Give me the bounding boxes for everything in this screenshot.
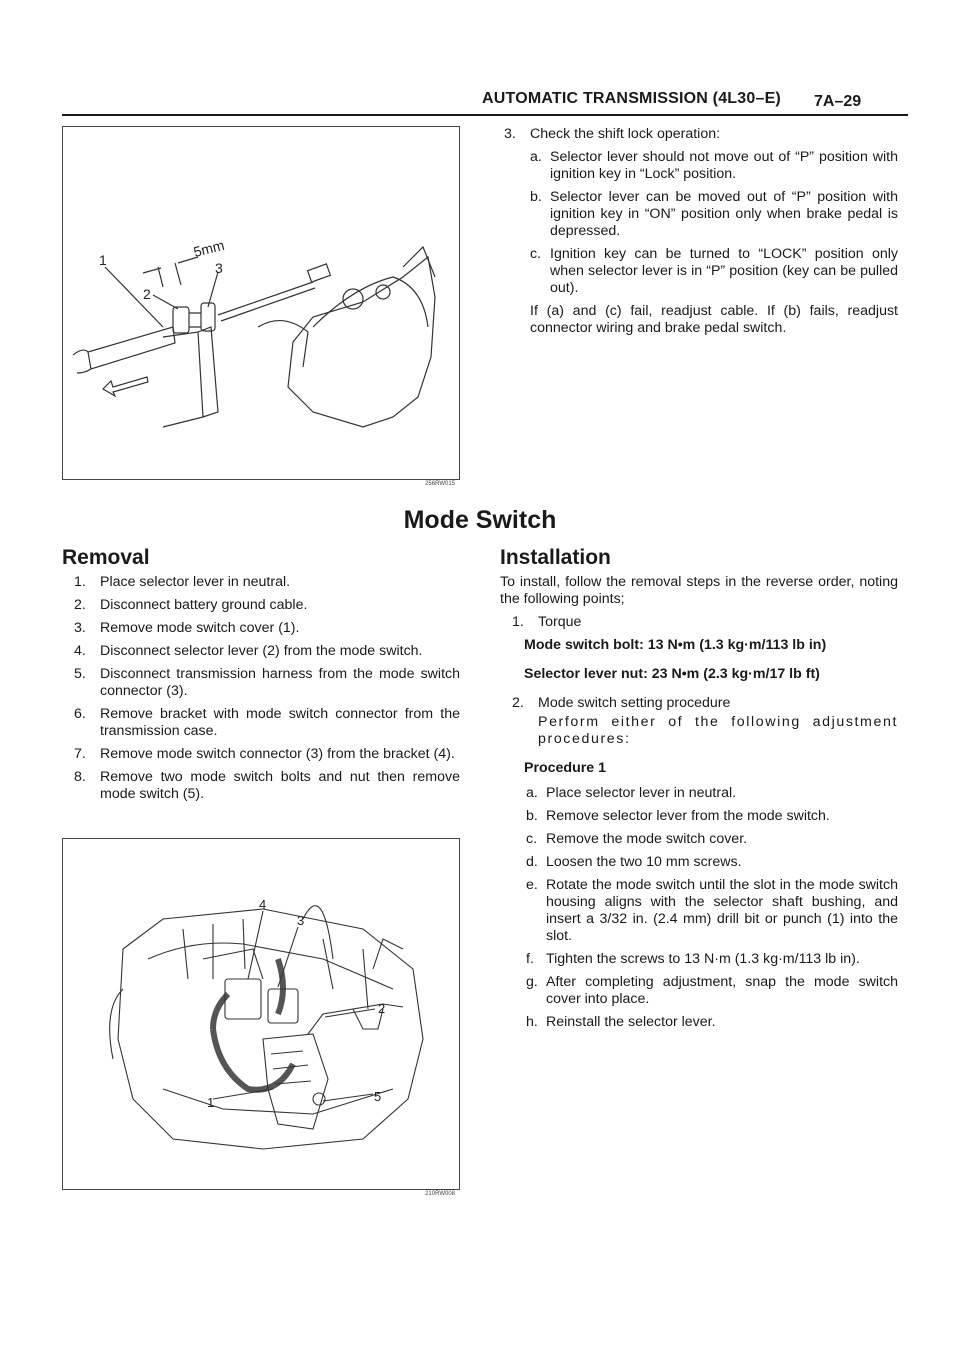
procedure-item: a. Place selector lever in neutral. [526, 785, 737, 801]
page-header [0, 88, 960, 118]
torque-spec-selector-lever-nut: Selector lever nut: 23 N•m (2.3 kg·m/17 lb ft) [524, 666, 820, 682]
figure-mode-switch [62, 838, 460, 1197]
removal-step: 7. Remove mode switch connector (3) from the bracket (4). [74, 746, 455, 762]
removal-step: 1. Place selector lever in neutral. [74, 574, 291, 590]
step-number: 3. [504, 126, 516, 142]
figure-code: 210RW008 [425, 1191, 455, 1197]
callout-3: 3 [297, 913, 305, 928]
installation-heading: Installation [500, 546, 611, 569]
installation-intro: To install, follow the removal steps in the reverse order, noting the following points; [500, 574, 898, 607]
procedure-item: d. Loosen the two 10 mm screws. [526, 854, 742, 870]
callout-1: 1 [99, 252, 107, 268]
callout-2: 2 [378, 1001, 386, 1016]
procedure-item: g. After completing adjustment, snap the mode switch cover into place. [526, 974, 898, 1007]
shift-lock-item-a: a. Selector lever should not move out of “P” position with ignition key in “Lock” position. [530, 149, 898, 182]
header-title: AUTOMATIC TRANSMISSION (4L30–E) [482, 90, 781, 107]
removal-section [62, 546, 460, 809]
section-title: Mode Switch [403, 506, 557, 534]
shift-lock-note: If (a) and (c) fail, readjust cable. If (b) fails, readjust connector wiring and brake pedal switch. [530, 303, 898, 336]
callout-4: 4 [259, 897, 267, 912]
callout-3: 3 [215, 260, 223, 276]
step-text: Check the shift lock operation: [530, 126, 721, 142]
procedure-title: Procedure 1 [524, 760, 607, 776]
shift-lock-item-b: b. Selector lever can be moved out of “P” position with ignition key in “ON” position only when brake pedal is depressed. [530, 189, 898, 239]
figure-code: 256RW015 [425, 481, 455, 487]
procedure-item: b. Remove selector lever from the mode switch. [526, 808, 830, 824]
header-rule [62, 114, 908, 116]
removal-step: 4. Disconnect selector lever (2) from the mode switch. [74, 643, 423, 659]
mode-switch-drawing [63, 839, 459, 1189]
removal-step: 5. Disconnect transmission harness from the mode switch connector (3). [74, 666, 460, 699]
procedure-item: c. Remove the mode switch cover. [526, 831, 748, 847]
setting-text: Perform either of the following adjustment procedures: [538, 714, 898, 747]
callout-2: 2 [143, 286, 151, 302]
dimension-label: 5mm [191, 236, 226, 260]
setting-step: 2. Mode switch setting procedure [512, 695, 731, 711]
shift-lock-check [504, 126, 898, 337]
removal-step: 8. Remove two mode switch bolts and nut then remove mode switch (5). [74, 769, 460, 802]
shift-lock-cable-drawing [63, 127, 459, 479]
procedure-item: f. Tighten the screws to 13 N·m (1.3 kg·m/113 lb in). [526, 951, 860, 967]
torque-spec-mode-switch-bolt: Mode switch bolt: 13 N•m (1.3 kg·m/113 lb in) [524, 637, 827, 653]
callout-5: 5 [374, 1089, 382, 1104]
installation-section [500, 546, 898, 1037]
shift-lock-item-c: c. Ignition key can be turned to “LOCK” position only when selector lever is in “P” position (key can be pulled out). [530, 246, 898, 296]
callout-1: 1 [207, 1095, 215, 1110]
figure-shift-lock-cable [62, 126, 460, 487]
removal-heading: Removal [62, 546, 150, 569]
removal-step: 3. Remove mode switch cover (1). [74, 620, 300, 636]
removal-step: 6. Remove bracket with mode switch connector from the transmission case. [74, 706, 460, 739]
procedure-item: h. Reinstall the selector lever. [526, 1014, 716, 1030]
removal-step: 2. Disconnect battery ground cable. [74, 597, 308, 613]
page-number: 7A–29 [814, 93, 862, 110]
procedure-item: e. Rotate the mode switch until the slot in the mode switch housing aligns with the selector shaft bushing, and insert a 3/32 in. (2.4 mm) drill bit or punch (1) into the slot. [526, 877, 898, 944]
shift-lock-step [504, 126, 898, 143]
torque-step: 1. Torque [512, 614, 582, 630]
